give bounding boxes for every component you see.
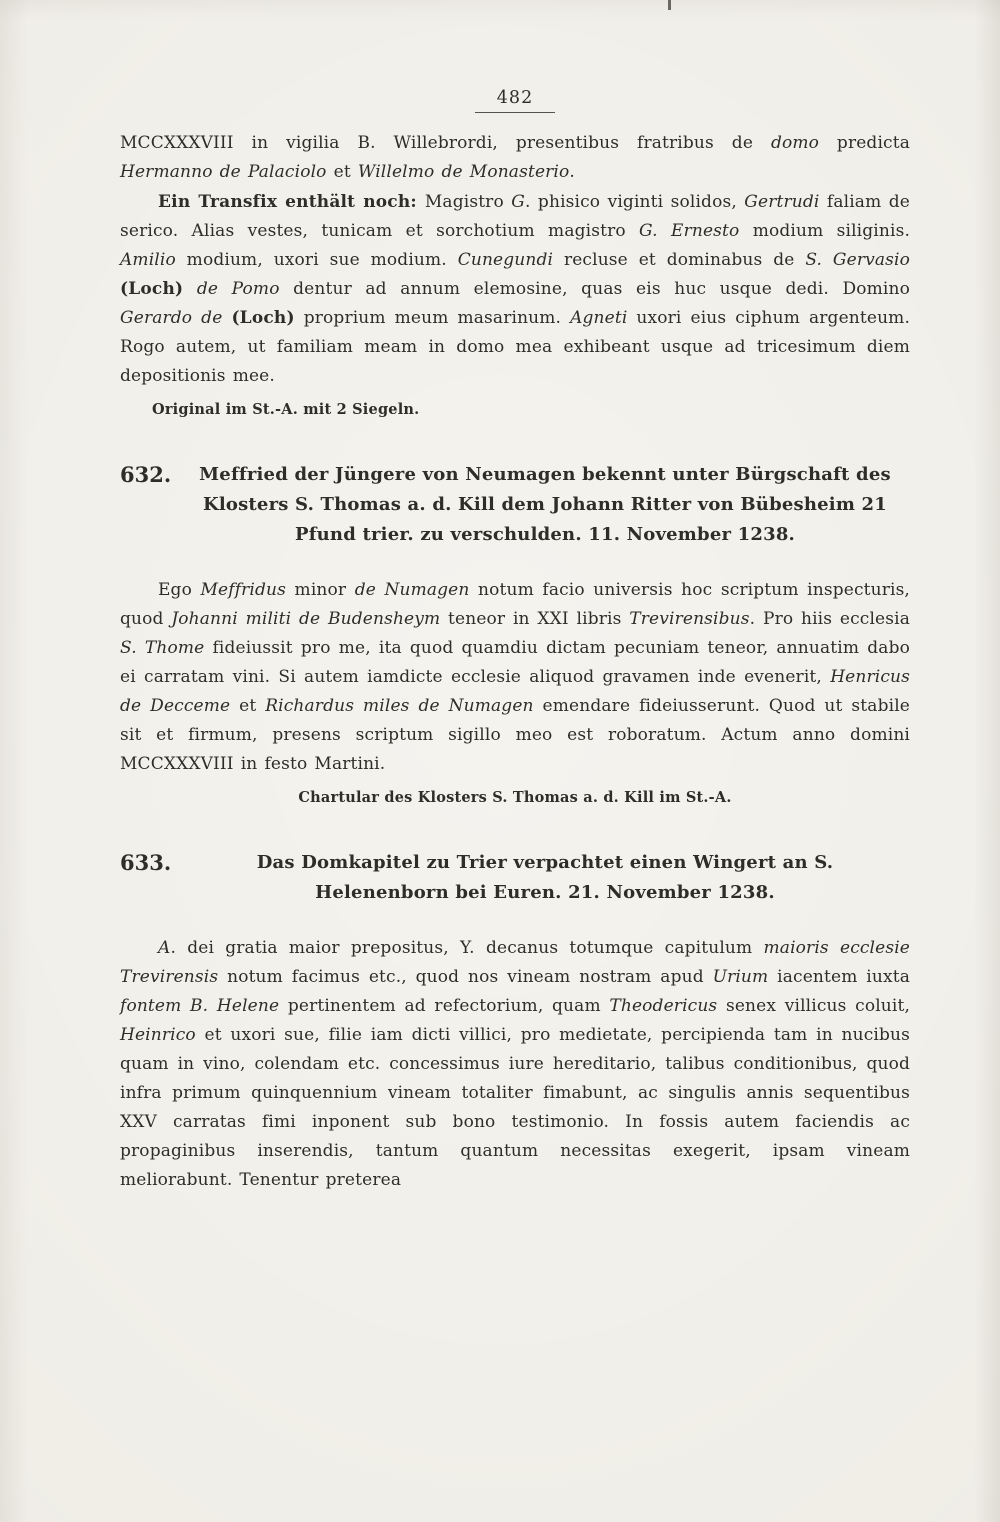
fraktur-text-run: (Loch) <box>120 279 184 299</box>
italic-text-run: maioris ecclesie Trevirensis <box>120 938 911 987</box>
italic-text-run: Trevirensibus <box>629 609 750 629</box>
text-run: teneor in XXI libris <box>440 609 630 629</box>
fraktur-text-run: Original im St.-A. mit 2 Siegeln. <box>152 401 420 418</box>
italic-text-run: Richardus miles de Numagen <box>265 696 534 716</box>
italic-text-run: G. Ernesto <box>639 221 740 241</box>
text-run: MCCXXXVIII in vigilia B. Willebrordi, presentibus fratribus de <box>120 133 771 153</box>
italic-text-run: Johanni militi de Budensheym <box>171 609 441 629</box>
italic-text-run: Gertrudi <box>744 192 820 212</box>
text-run: . phisico viginti solidos, <box>524 192 745 212</box>
italic-text-run: de Numagen <box>354 580 470 600</box>
text-run: uxori eius ciphum argenteum. Rogo autem, ut familiam meam in domo mea exhibeant usque ad tricesimum diem depositionis mee. <box>120 308 911 386</box>
text-run <box>183 279 197 299</box>
text-run: et <box>326 162 358 182</box>
text-run: . dei gratia maior prepositus, Y. decanus totumque capitulum <box>170 938 764 958</box>
italic-text-run: S. Thome <box>120 638 205 658</box>
italic-text-run: Cunegundi <box>457 250 554 270</box>
italic-text-run: fontem B. Helene <box>120 996 280 1016</box>
text-run: pertinentem ad refectorium, quam <box>279 996 610 1016</box>
entry-title <box>186 460 910 550</box>
entry-header <box>120 460 910 550</box>
text-run: et <box>230 696 266 716</box>
italic-text-run: Heinrico <box>120 1025 196 1045</box>
text-run: minor <box>286 580 355 600</box>
italic-text-run: Henricus de Decceme <box>120 667 910 716</box>
italic-text-run: Meffridus <box>200 580 287 600</box>
italic-text-run: Willelmo de Monasterio <box>357 162 570 182</box>
text-run: notum facio universis hoc scriptum inspecturis, quod <box>120 580 910 629</box>
text-run: Ego <box>158 580 201 600</box>
text-run: modium, uxori sue modium. <box>175 250 458 270</box>
fraktur-text-run: Meffried der Jüngere von Neumagen bekennt unter Bürgschaft des Klosters S. Thomas a. d. Kill dem Johann Ritter von Bübesheim 21 Pfund trier. zu verschulden. 11. November 1238. <box>199 464 891 545</box>
entry-title <box>186 848 910 908</box>
italic-text-run: Urium <box>712 967 769 987</box>
scan-artifact <box>668 0 671 10</box>
entry-number: 632. <box>120 462 172 487</box>
entry-number: 633. <box>120 850 172 875</box>
text-run: . <box>569 162 575 182</box>
fraktur-text-run: Das Domkapitel zu Trier verpachtet einen Wingert an S. Helenenborn bei Euren. 21. November 1238. <box>256 852 834 903</box>
text-run: fideiussit pro me, ita quod quamdiu dictam pecuniam teneor, annuatim dabo ei carratam vini. Si autem iamdicte ecclesie aliquod gravamen inde evenerit, <box>120 638 910 687</box>
archive-note <box>120 788 910 808</box>
text-run: proprium meum masarinum. <box>294 308 571 328</box>
italic-text-run: Amilio <box>120 250 176 270</box>
text-block <box>120 88 910 1195</box>
fraktur-text-run: (Loch) <box>231 308 295 328</box>
text-run: . Pro hiis ecclesia <box>749 609 910 629</box>
text-run: iacentem iuxta <box>768 967 910 987</box>
text-run: et uxori sue, filie iam dicti villici, pro medietate, percipienda tam in nucibus quam in vino, colendam etc. concessimus iure hereditario, talibus conditionibus, quod infra primum quinquennium vineam totaliter fimabunt, ac singulis annis sequentibus XXV carratas fimi inponent sub bono testimonio. In fossis autem faciendis ac propaginibus inserendis, tantum quantum necessitas exegerit, ipsam vineam meliorabunt. Tenentur preterea <box>120 1025 910 1190</box>
fraktur-text-run: Chartular des Klosters S. Thomas a. d. Kill im St.-A. <box>298 789 732 806</box>
text-run: senex villicus coluit, <box>717 996 911 1016</box>
text-run: recluse et dominabus de <box>553 250 806 270</box>
page-number: 482 <box>475 88 555 113</box>
text-run: notum facimus etc., quod nos vineam nostram apud <box>218 967 713 987</box>
page-number-wrap <box>120 88 910 113</box>
text-run: modium siliginis. <box>739 221 911 241</box>
paragraph <box>120 934 910 1195</box>
content <box>120 129 910 1195</box>
paragraph <box>120 129 910 187</box>
italic-text-run: S. Gervasio <box>805 250 910 270</box>
italic-text-run: Theodericus <box>609 996 718 1016</box>
text-run: Magistro <box>424 192 512 212</box>
fraktur-text-run: Ein Transfix enthält noch: <box>158 192 425 212</box>
italic-text-run: A <box>158 938 171 958</box>
italic-text-run: de Pomo <box>196 279 280 299</box>
archive-note <box>152 400 910 420</box>
text-run: predicta <box>819 133 910 153</box>
italic-text-run: domo <box>770 133 820 153</box>
entry-header <box>120 848 910 908</box>
paragraph <box>120 576 910 779</box>
text-run: emendare fideiusserunt. Quod ut stabile sit et firmum, presens scriptum sigillo meo est roboratum. Actum anno domini MCCXXXVIII in festo Martini. <box>120 696 910 774</box>
text-run: dentur ad annum elemosine, quas eis huc usque dedi. Domino <box>279 279 910 299</box>
paragraph <box>120 188 910 391</box>
text-run: faliam de serico. Alias vestes, tunicam et sorchotium magistro <box>120 192 910 241</box>
italic-text-run: Agneti <box>570 308 628 328</box>
italic-text-run: Gerardo de <box>120 308 223 328</box>
italic-text-run: G <box>511 192 525 212</box>
italic-text-run: Hermanno de Palaciolo <box>120 162 327 182</box>
